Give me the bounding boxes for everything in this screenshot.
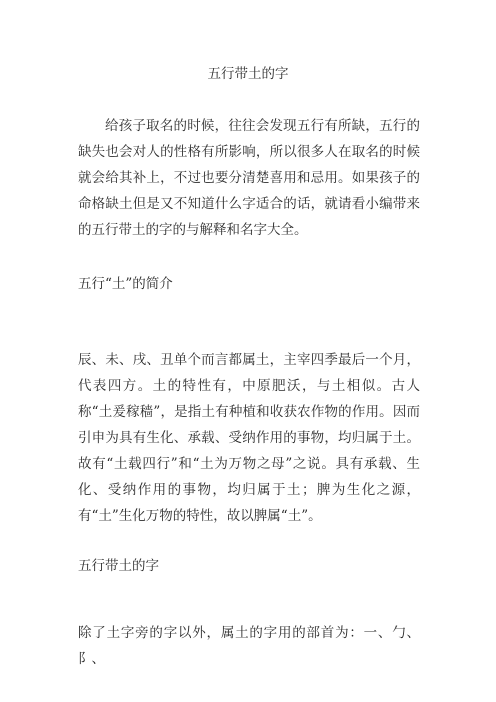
document-title: 五行带土的字 — [207, 66, 289, 82]
section-heading-earth-characters: 五行带土的字 — [78, 558, 159, 574]
earth-characters-paragraph: 除了土字旁的字以外，属土的字用的部首为：一、勹、阝、 — [78, 625, 420, 667]
earth-intro-paragraph: 辰、未、戌、丑单个而言都属土，主宰四季最后一个月，代表四方。土的特性有，中原肥沃，与土相似。古人称“土爰稼穑”，是指土有种植和收获农作物的作用。因而引申为具有生化、承载、受纳作用的事物，均归属于土。故有“土载四行”和“土为万物之母”之说。具有承载、生化、受纳作用的事物，均归属于土；脾为生化之源，有“土”生化万物的特性，故以脾属“土”。 — [78, 352, 420, 524]
intro-paragraph: 给孩子取名的时候，往往会发现五行有所缺，五行的缺失也会对人的性格有所影响，所以很多人在取名的时候就会给其补上，不过也要分清楚喜用和忌用。如果孩子的命格缺土但是又不知道什么字适合的话，就请看小编带来的五行带土的字的与解释和名字大全。 — [78, 118, 420, 238]
section-heading-earth-intro: 五行“土”的简介 — [78, 276, 173, 292]
